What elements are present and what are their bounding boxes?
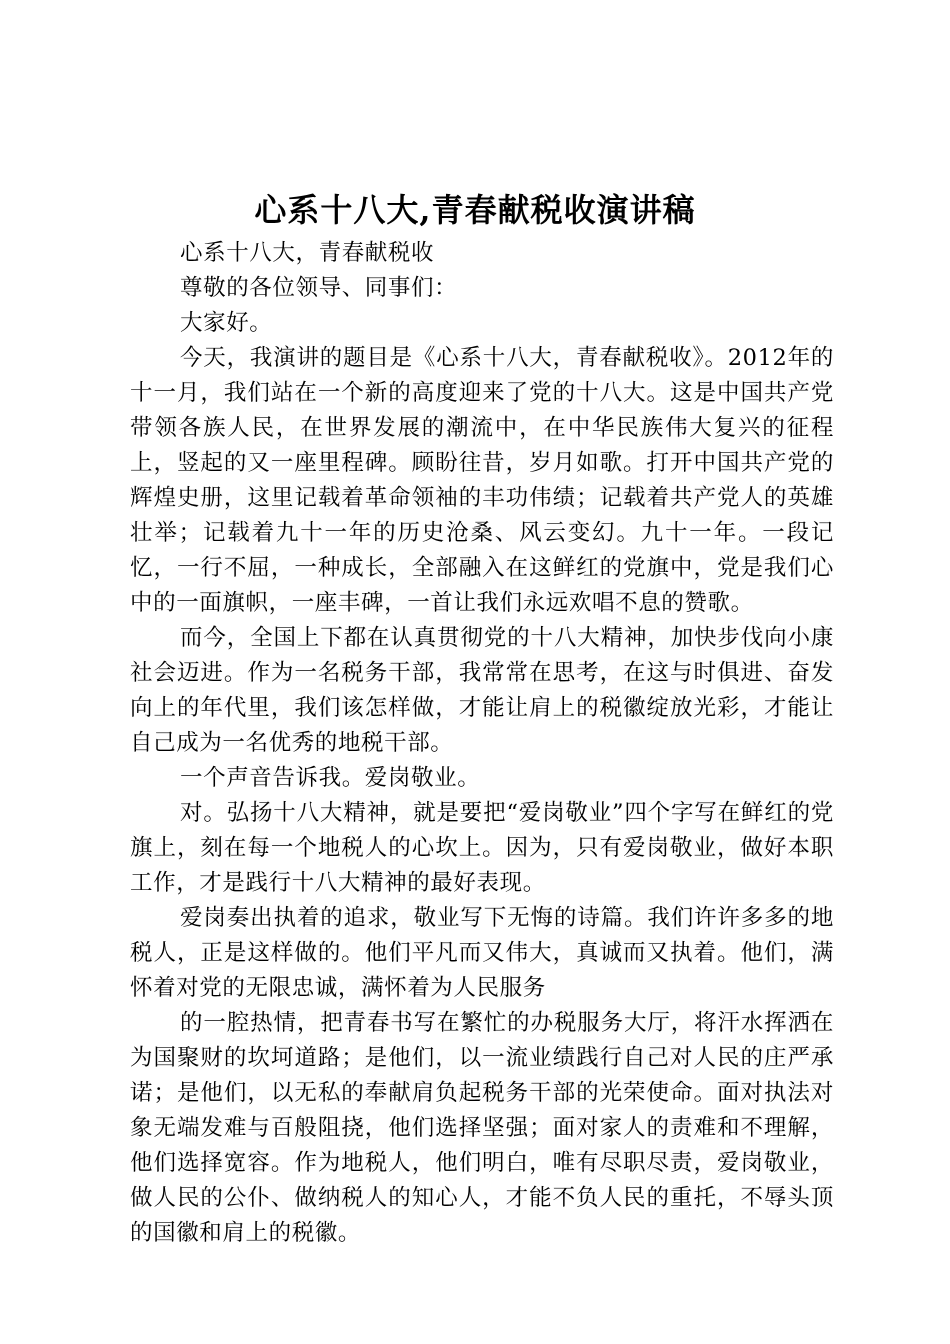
paragraph-body: 对。弘扬十八大精神，就是要把“爱岗敬业”四个字写在鲜红的党旗上，刻在每一个地税人的心坎上。因为，只有爱岗敬业，做好本职工作，才是践行十八大精神的最好表现。 xyxy=(130,800,834,896)
document-title: 心系十八大,青春献税收演讲稿 xyxy=(254,191,696,229)
paragraph-body: 爱岗奏出执着的追求，敬业写下无悔的诗篇。我们许许多多的地税人，正是这样做的。他们平凡而又伟大，真诚而又执着。他们，满怀着对党的无限忠诚，满怀着为人民服务 xyxy=(130,905,834,1001)
paragraph-body: 的一腔热情，把青春书写在繁忙的办税服务大厅，将汗水挥洒在为国聚财的坎坷道路；是他们，以一流业绩践行自己对人民的庄严承诺；是他们，以无私的奉献肩负起税务干部的光荣使命。面对执法对象无端发难与百般阻挠，他们选择坚强；面对家人的责难和不理解，他们选择宽容。作为地税人，他们明白，唯有尽职尽责，爱岗敬业，做人民的公仆、做纳税人的知心人，才能不负人民的重托，不辱头顶的国徽和肩上的税徽。 xyxy=(130,1010,834,1246)
paragraph-body: 一个声音告诉我。爱岗敬业。 xyxy=(180,765,481,791)
document-body xyxy=(130,236,834,1251)
paragraph-introduction: 今天，我演讲的题目是《心系十八大，青春献税收》。2012年的十一月，我们站在一个新的高度迎来了党的十八大。这是中国共产党带领各族人民，在世界发展的潮流中，在中华民族伟大复兴的征程上，竖起的又一座里程碑。顾盼往昔，岁月如歌。打开中国共产党的辉煌史册，这里记载着革命领袖的丰功伟绩；记载着共产党人的英雄壮举；记载着九十一年的历史沧桑、风云变幻。九十一年。一段记忆，一行不屈，一种成长，全部融入在这鲜红的党旗中，党是我们心中的一面旗帜，一座丰碑，一首让我们永远欢唱不息的赞歌。 xyxy=(130,345,834,616)
paragraph-salutation: 尊敬的各位领导、同事们： xyxy=(180,275,458,301)
paragraph-greeting: 大家好。 xyxy=(180,310,273,336)
paragraph-body: 而今，全国上下都在认真贯彻党的十八大精神，加快步伐向小康社会迈进。作为一名税务干部，我常常在思考，在这与时俱进、奋发向上的年代里，我们该怎样做，才能让肩上的税徽绽放光彩，才能让自己成为一名优秀的地税干部。 xyxy=(130,625,834,756)
paragraph-subtitle: 心系十八大，青春献税收 xyxy=(180,240,435,266)
